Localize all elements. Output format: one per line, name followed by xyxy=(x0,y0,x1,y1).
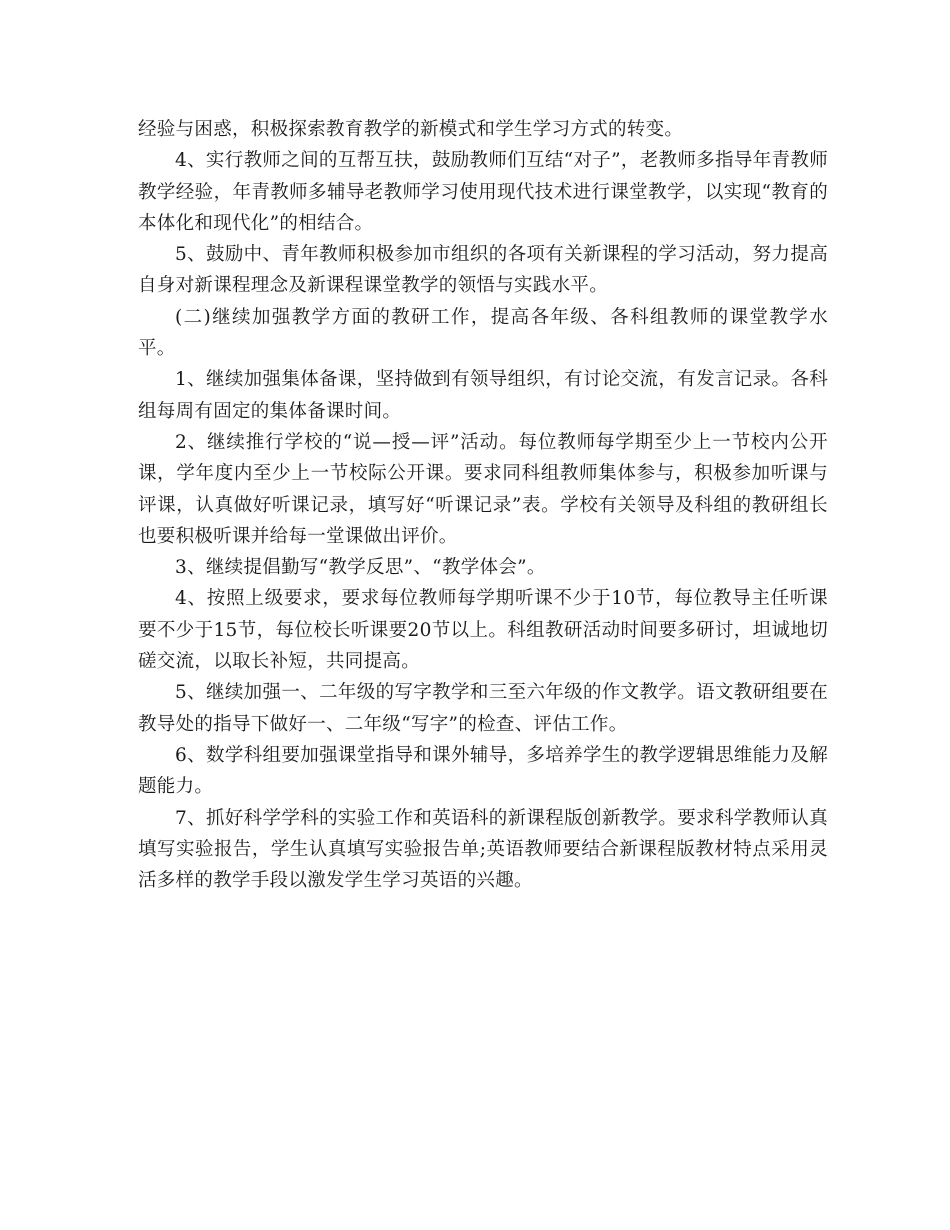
paragraph-item-4-mentoring: 4、实行教师之间的互帮互扶，鼓励教师们互结“对子”，老教师多指导年青教师教学经验，年青教师多辅导老教师学习使用现代技术进行课堂教学，以实现“教育的本体化和现代化”的相结合。 xyxy=(138,150,828,234)
paragraph-continuation: 经验与困惑，积极探索教育教学的新模式和学生学习方式的转变。 xyxy=(138,119,684,140)
document-body xyxy=(138,114,828,896)
section-heading-2: (二)继续加强教学方面的教研工作，提高各年级、各科组教师的课堂教学水平。 xyxy=(138,306,828,360)
paragraph-item-3-reflection: 3、继续提倡勤写“教学反思”、“教学体会”。 xyxy=(175,557,546,579)
paragraph-item-4-observation: 4、按照上级要求，要求每位教师每学期听课不少于10节，每位教导主任听课要不少于15节，每位校长听课要20节以上。科组教研活动时间要多研讨，坦诚地切磋交流，以取长补短，共同提高。 xyxy=(138,588,828,673)
paragraph-item-5-training: 5、鼓励中、青年教师积极参加市组织的各项有关新课程的学习活动，努力提高自身对新课程理念及新课程课堂教学的领悟与实践水平。 xyxy=(138,244,828,297)
paragraph-item-2-open-class: 2、继续推行学校的“说—授—评”活动。每位教师每学期至少上一节校内公开课，学年度内至少上一节校际公开课。要求同科组教师集体参与，积极参加听课与评课，认真做好听课记录，填写好“听课记录”表。学校有关领导及科组的教研组长也要积极听课并给每一堂课做出评价。 xyxy=(138,431,828,547)
paragraph-item-6-math: 6、数学科组要加强课堂指导和课外辅导，多培养学生的教学逻辑思维能力及解题能力。 xyxy=(138,744,828,798)
paragraph-item-7-science-english: 7、抓好科学学科的实验工作和英语科的新课程版创新教学。要求科学教师认真填写实验报告，学生认真填写实验报告单;英语教师要结合新课程版教材特点采用灵活多样的教学手段以激发学生学习英语的兴趣。 xyxy=(138,807,828,892)
paragraph-item-1-lesson-prep: 1、继续加强集体备课，坚持做到有领导组织，有讨论交流，有发言记录。各科组每周有固定的集体备课时间。 xyxy=(138,369,828,422)
paragraph-item-5-writing: 5、继续加强一、二年级的写字教学和三至六年级的作文教学。语文教研组要在教导处的指导下做好一、二年级“写字”的检查、评估工作。 xyxy=(138,682,828,735)
